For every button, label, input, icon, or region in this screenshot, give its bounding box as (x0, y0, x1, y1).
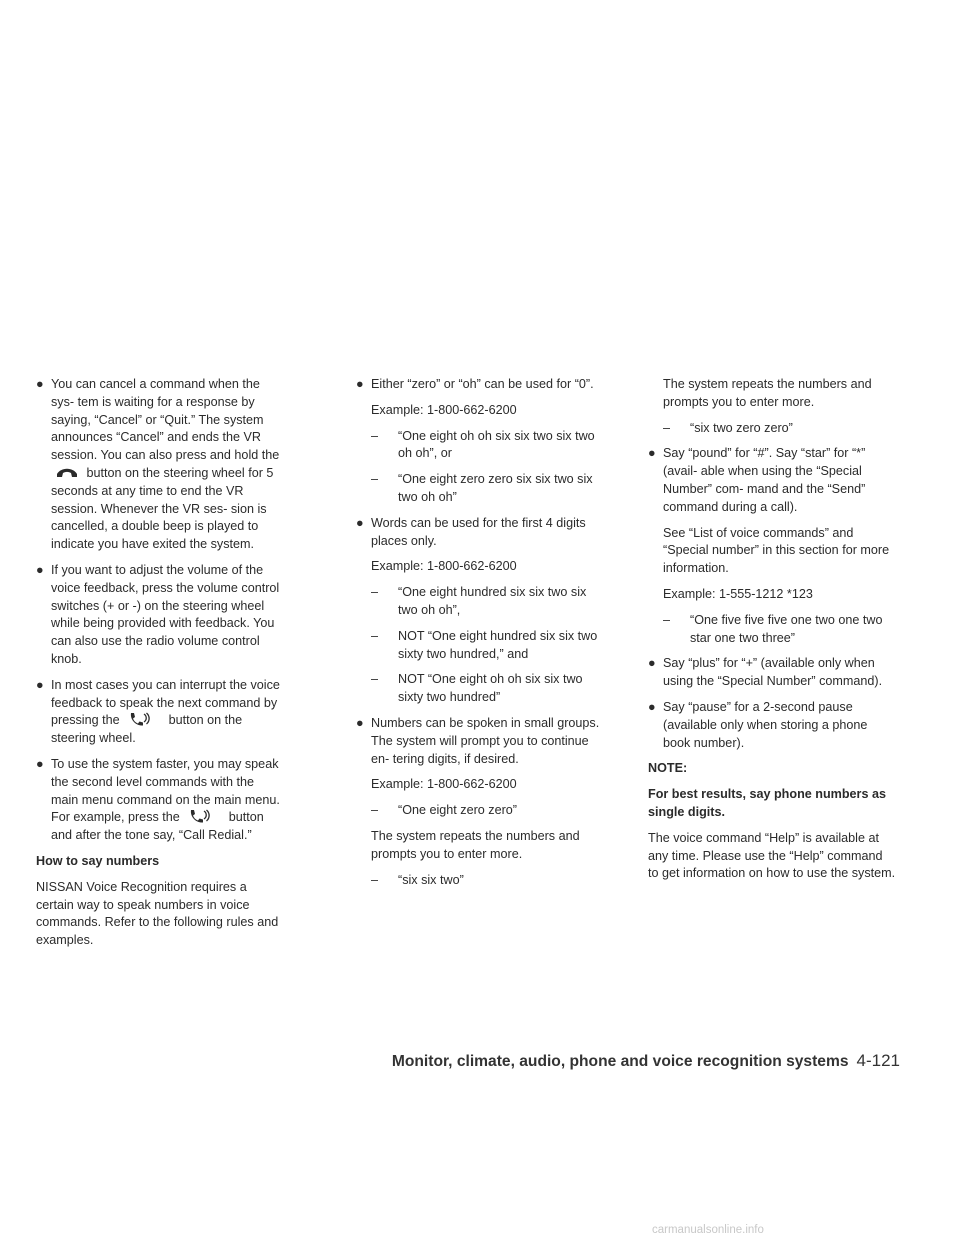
bullet-marker: ● (648, 699, 656, 714)
text: NOT “One eight hundred six six two sixty two hundred,” and (398, 628, 598, 661)
bullet-marker: ● (356, 377, 364, 391)
dash-item (371, 671, 604, 707)
phone-hang-up-icon (55, 465, 79, 479)
paragraph: The voice command “Help” is available at any time. Please use the “Help” command to get information on how to use the system. (648, 830, 896, 881)
text: “six six two” (398, 872, 464, 887)
page-footer (392, 1051, 900, 1071)
paragraph: The system repeats the numbers and prompts you to enter more. (371, 828, 580, 861)
dash-item (371, 584, 604, 620)
dash-item (371, 428, 604, 464)
text: “six two zero zero” (690, 420, 793, 435)
text: You can cancel a command when the sys- tem is waiting for a response by saying, “Cancel” or “Quit.” The system announces “Cancel” and ends the VR session. You can also press and hold the (51, 377, 280, 463)
text: In most cases you can interrupt the voice feedback to speak the next command by pressing the (51, 677, 280, 728)
dash-marker: – (371, 472, 379, 487)
text: Say “pound” for “#”. Say “star” for “*” (avail- able when using the “Special Number” com- mand and the “Send” command during a call). (663, 446, 866, 514)
bullet-marker: ● (648, 446, 656, 461)
phone-talk-icon (187, 809, 211, 823)
page-number: 4-121 (856, 1051, 900, 1070)
dash-item (371, 872, 604, 890)
bullet-interrupt-feedback (36, 677, 284, 748)
text: “One eight zero zero” (398, 803, 517, 818)
dash-item (663, 420, 896, 438)
text: NOT “One eight oh oh six six two sixty two hundred” (398, 672, 583, 705)
example: Example: 1-555-1212 *123 (663, 586, 813, 601)
dash-marker: – (371, 585, 379, 600)
text: “One eight hundred six six two six two oh oh”, (398, 585, 587, 617)
text: Numbers can be spoken in small groups. The system will prompt you to continue en- tering digits, if desired. (371, 715, 600, 766)
column-2 (356, 376, 604, 897)
column-1 (36, 376, 284, 958)
dash-marker: – (371, 872, 379, 887)
paragraph: NISSAN Voice Recognition requires a certain way to speak numbers in voice commands. Refer to the following rules and examples. (36, 879, 279, 948)
text: button on the steering wheel for 5 seconds at any time to end the VR session. Whenever the VR ses- sion is cancelled, a double beep is played to indicate you have exited the system. (51, 465, 274, 552)
text: If you want to adjust the volume of the voice feedback, press the volume control switches (+ or -) on the steering wheel while being provided with feedback. You can also use the radio volume control knob. (51, 562, 280, 666)
dash-marker: – (371, 803, 379, 818)
dash-marker: – (371, 428, 379, 443)
bullet-marker: ● (356, 515, 364, 530)
bullet-marker: ● (356, 715, 364, 730)
footer-section-title: Monitor, climate, audio, phone and voice recognition systems (391, 1053, 849, 1070)
dash-marker: – (663, 420, 671, 435)
bullet-adjust-volume (36, 562, 284, 669)
bullet-marker: ● (648, 656, 656, 671)
example: Example: 1-800-662-6200 (371, 402, 517, 417)
text: “One eight zero zero six six two six two oh oh” (398, 472, 593, 504)
dash-item (663, 612, 896, 648)
example: Example: 1-800-662-6200 (371, 777, 517, 792)
text: To use the system faster, you may speak the second level commands with the main menu command on the main menu. For example, press the (51, 756, 280, 825)
phone-talk-icon (127, 712, 151, 726)
text: Words can be used for the first 4 digits places only. (371, 515, 586, 548)
bullet-marker: ● (36, 562, 44, 577)
bullet-marker: ● (36, 377, 44, 391)
note-label: NOTE: (648, 761, 688, 776)
text: button and after the tone say, “Call Redial.” (51, 810, 264, 843)
bullet-small-groups (356, 715, 604, 768)
note-text: For best results, say phone numbers as single digits. (648, 787, 886, 819)
dash-marker: – (371, 672, 379, 687)
bullet-marker: ● (36, 756, 44, 771)
bullet-pause (648, 699, 896, 752)
column-3 (648, 376, 896, 891)
text: Say “plus” for “+” (available only when using the “Special Number” command). (663, 656, 883, 689)
text: Say “pause” for a 2-second pause (available only when storing a phone book number). (663, 699, 868, 750)
paragraph: The system repeats the numbers and prompts you to enter more. (663, 377, 872, 409)
example: Example: 1-800-662-6200 (371, 559, 517, 574)
dash-item (371, 471, 604, 507)
dash-item (371, 628, 604, 664)
dash-marker: – (663, 612, 671, 627)
text: button on the steering wheel. (51, 713, 243, 746)
bullet-words-first-digits (356, 515, 604, 551)
bullet-plus (648, 655, 896, 691)
watermark: carmanualsonline.info (652, 1224, 764, 1236)
paragraph: See “List of voice commands” and “Special number” in this section for more information. (663, 525, 890, 576)
section-heading: How to say numbers (36, 853, 160, 868)
bullet-pound-star (648, 445, 896, 516)
text: “One eight oh oh six six two six two oh oh”, or (398, 428, 595, 461)
dash-marker: – (371, 628, 379, 643)
bullet-zero-or-oh (356, 376, 604, 394)
dash-item (371, 802, 604, 820)
text: Either “zero” or “oh” can be used for “0”. (371, 377, 594, 391)
text: “One five five five one two one two star one two three” (690, 612, 883, 645)
bullet-use-faster (36, 756, 284, 845)
bullet-cancel-command (36, 376, 284, 554)
bullet-marker: ● (36, 677, 44, 692)
